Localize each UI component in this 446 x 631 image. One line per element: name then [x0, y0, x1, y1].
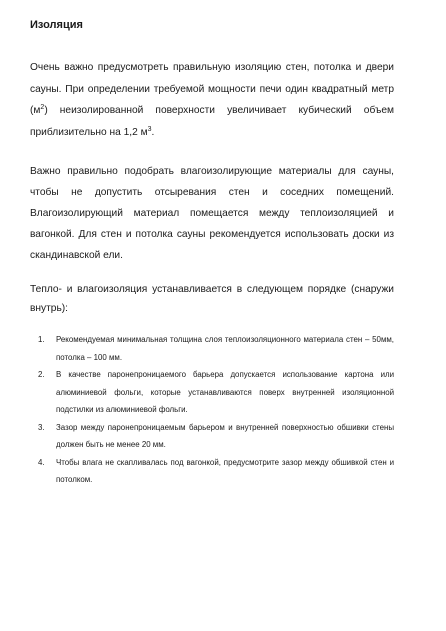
paragraph-line: сауны. При определении требуемой мощности печи один квадратный метр [30, 83, 394, 95]
list-item-text: Рекомендуемая минимальная толщина слоя теплоизоляционного материала стен – 50мм, потолка – 100 мм. [56, 335, 394, 362]
text-fragment: (м [30, 105, 41, 116]
section-heading: Изоляция [30, 19, 83, 31]
superscript: 2 [40, 104, 45, 111]
list-item [38, 331, 394, 366]
list-item-number: 1. [38, 335, 45, 344]
paragraph-insulation-order: Тепло- и влагоизоляция устанавливается в следующем порядке (снаружи внутрь): [30, 284, 394, 314]
paragraph-line: Очень важно предусмотреть правильную изоляцию стен, потолка и двери [30, 62, 394, 73]
list-item [38, 419, 394, 454]
list-item-number: 2. [38, 370, 45, 379]
paragraph-vapor-barrier: Важно правильно подобрать влагоизолирующие материалы для сауны, чтобы не допустить отсыревания стен и соседних помещений. Влагоизолирующий материал помещается между теплоизоляцией и вагонкой. Для стен и потолка сауны рекомендуется использовать доски из скандинавской ели. [30, 166, 394, 261]
paragraph-line [30, 122, 394, 144]
list-item [38, 454, 394, 489]
list-item-text: Зазор между паронепроницаемым барьером и внутренней поверхностью обшивки стены должен быть не менее 20 мм. [56, 422, 394, 449]
insulation-steps-list [38, 331, 394, 489]
list-item-text: В качестве паронепроницаемого барьера допускается использование картона или алюминиевой фольги, которые устанавливаются поверх внутренней изоляционной подстилки из алюминиевой фольги. [56, 370, 394, 414]
text-fragment: приблизительно на 1,2 м [30, 126, 148, 138]
list-item-number: 3. [38, 422, 45, 432]
text-fragment: . [151, 126, 155, 138]
paragraph-line [30, 100, 394, 122]
list-item-text: Чтобы влага не скапливалась под вагонкой, предусмотрите зазор между обшивкой стен и потолком. [56, 457, 394, 484]
paragraph-insulation-intro [30, 57, 394, 143]
text-fragment: ) неизолированной поверхности увеличивает кубический объем [44, 105, 394, 116]
list-item [38, 366, 394, 419]
superscript: 3 [147, 125, 152, 133]
list-item-number: 4. [38, 457, 45, 467]
